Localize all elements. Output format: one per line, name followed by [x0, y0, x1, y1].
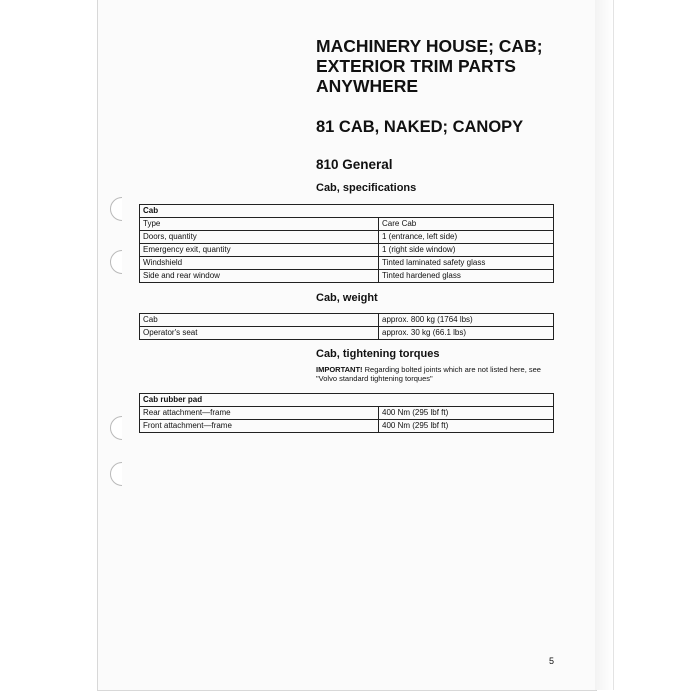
specifications-heading: Cab, specifications [316, 182, 417, 194]
torque-value: 400 Nm (295 lbf ft) [379, 420, 554, 433]
table-row [140, 231, 554, 244]
torque-label: Front attachment—frame [140, 420, 379, 433]
table-row [140, 407, 554, 420]
spec-label: Type [140, 218, 379, 231]
weight-value: approx. 30 kg (66.1 lbs) [379, 327, 554, 340]
title-line: EXTERIOR TRIM PARTS [316, 56, 516, 76]
table-row [140, 420, 554, 433]
spec-value: 1 (entrance, left side) [379, 231, 554, 244]
spec-label: Emergency exit, quantity [140, 244, 379, 257]
title-line: MACHINERY HOUSE; CAB; [316, 36, 543, 56]
table-title: Cab [140, 205, 554, 218]
table-row [140, 218, 554, 231]
page-edge [595, 0, 614, 690]
important-label: IMPORTANT! [316, 365, 363, 374]
table-row [140, 270, 554, 283]
torques-table [139, 393, 554, 433]
document-page [97, 0, 597, 691]
torque-label: Rear attachment—frame [140, 407, 379, 420]
table-row [140, 257, 554, 270]
weight-value: approx. 800 kg (1764 lbs) [379, 314, 554, 327]
spec-label: Doors, quantity [140, 231, 379, 244]
spec-value: Tinted laminated safety glass [379, 257, 554, 270]
title-line: ANYWHERE [316, 76, 419, 96]
weight-table [139, 313, 554, 340]
section-heading: 81 CAB, NAKED; CANOPY [316, 118, 524, 136]
table-title-row [140, 205, 554, 218]
spec-label: Windshield [140, 257, 379, 270]
weight-label: Cab [140, 314, 379, 327]
weight-heading: Cab, weight [316, 292, 378, 304]
spec-label: Side and rear window [140, 270, 379, 283]
document-title [316, 36, 566, 96]
spec-value: Tinted hardened glass [379, 270, 554, 283]
specifications-table [139, 204, 554, 283]
table-row [140, 327, 554, 340]
weight-label: Operator's seat [140, 327, 379, 340]
torque-value: 400 Nm (295 lbf ft) [379, 407, 554, 420]
page-number: 5 [549, 656, 555, 666]
torques-heading: Cab, tightening torques [316, 348, 440, 360]
important-note [316, 365, 556, 383]
table-row [140, 244, 554, 257]
table-title-row [140, 394, 554, 407]
important-text: Regarding bolted joints which are not listed here, see "Volvo standard tightening torques" [316, 365, 541, 383]
table-row [140, 314, 554, 327]
spec-value: 1 (right side window) [379, 244, 554, 257]
table-title: Cab rubber pad [140, 394, 554, 407]
subsection-heading: 810 General [316, 157, 393, 172]
spec-value: Care Cab [379, 218, 554, 231]
